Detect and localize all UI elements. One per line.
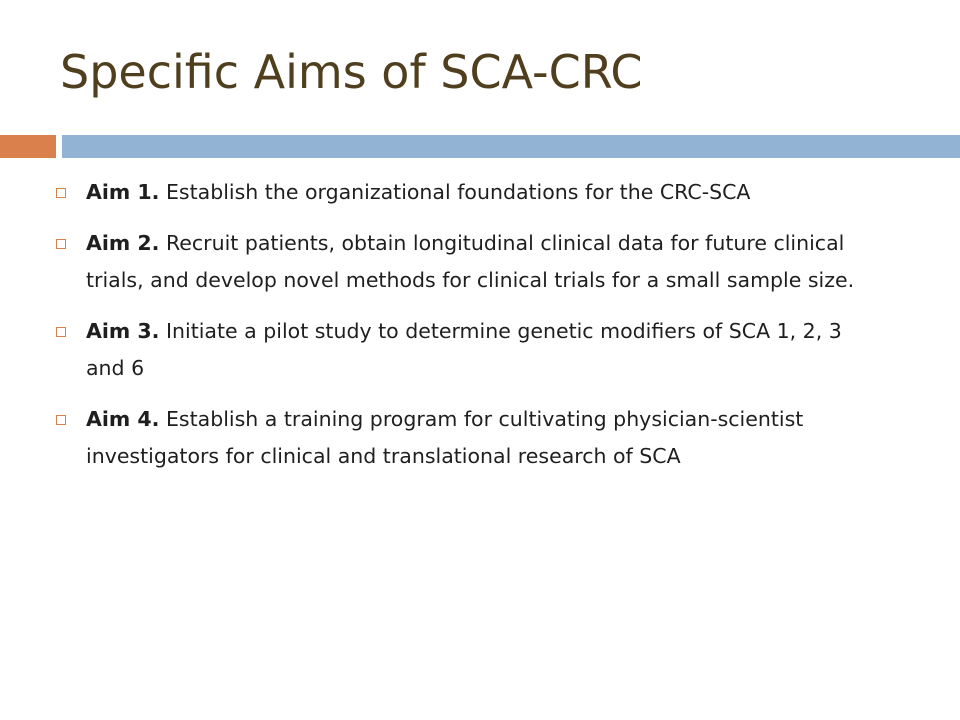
aim-description: Recruit patients, obtain longitudinal clinical data for future clinical trials, and develop novel methods for clinical trials for a small sample size. [86,231,855,292]
square-bullet-icon [56,239,66,249]
aim-text [86,401,886,475]
square-bullet-icon [56,327,66,337]
aim-item-1 [56,174,886,211]
title-rule-bar [62,135,960,158]
square-bullet-icon [56,188,66,198]
slide-title: Specific Aims of SCA-CRC [60,45,643,99]
aim-description: Establish a training program for cultivating physician-scientist investigators for clinical and translational research of SCA [86,407,804,468]
aim-text [86,225,886,299]
aim-label: Aim 2. [86,231,160,255]
aim-text [86,313,886,387]
aim-description: Initiate a pilot study to determine genetic modifiers of SCA 1, 2, 3 and 6 [86,319,842,380]
aim-label: Aim 1. [86,180,160,204]
aim-item-2 [56,225,886,299]
aim-description: Establish the organizational foundations for the CRC-SCA [159,180,751,204]
title-accent-bar [0,135,56,158]
aims-list [56,174,886,489]
aim-item-3 [56,313,886,387]
aim-text [86,174,750,211]
aim-label: Aim 3. [86,319,160,343]
aim-item-4 [56,401,886,475]
aim-label: Aim 4. [86,407,160,431]
square-bullet-icon [56,415,66,425]
